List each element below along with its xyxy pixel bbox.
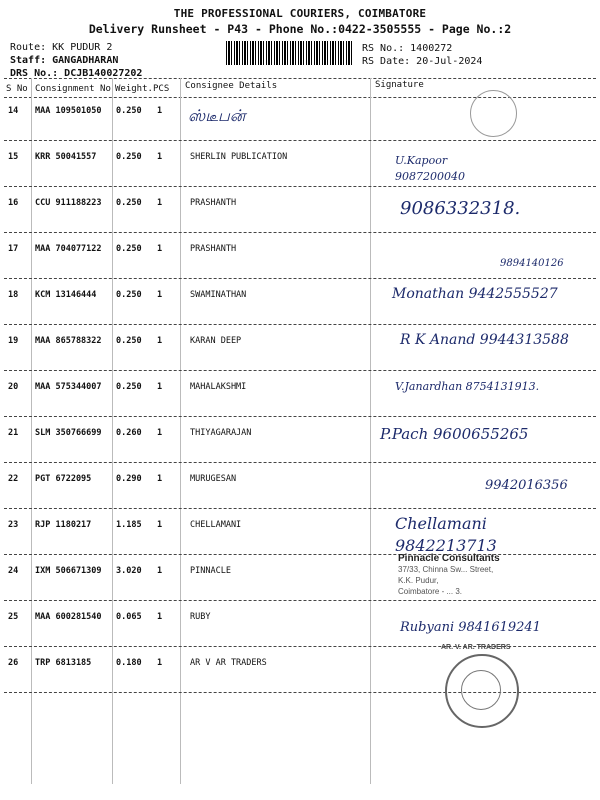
table-row	[0, 145, 600, 190]
col-header-details: Consignee Details	[185, 81, 278, 91]
consignee-details: MAHALAKSHMI	[190, 382, 247, 392]
stamp-text: AR. V. AR. TRADERS	[441, 644, 511, 651]
consignee-details: CHELLAMANI	[190, 520, 242, 530]
serial-number: 20	[8, 382, 19, 392]
serial-number: 15	[8, 152, 19, 162]
pinnacle-stamp	[398, 553, 518, 597]
serial-number: 22	[8, 474, 19, 484]
weight: 0.290	[116, 474, 142, 484]
pieces: 1	[157, 612, 163, 622]
serial-number: 26	[8, 658, 19, 668]
col-header-signature: Signature	[375, 80, 424, 90]
consignee-details: RUBY	[190, 612, 211, 622]
pieces: 1	[157, 244, 163, 254]
row-divider	[4, 600, 596, 601]
stamp-address: K.K. Pudur,	[398, 576, 439, 585]
faint-stamp	[470, 90, 517, 137]
row-divider	[4, 508, 596, 509]
pieces: 1	[157, 290, 163, 300]
consignee-details: MURUGESAN	[190, 474, 237, 484]
consignment-number: MAA 704077122	[35, 244, 102, 254]
consignment-number: MAA 600281540	[35, 612, 102, 622]
row-divider	[4, 462, 596, 463]
stamp-name: Pinnacle Consultants	[398, 553, 500, 564]
doc-title: THE PROFESSIONAL COURIERS, COIMBATORE	[173, 7, 427, 20]
consignee-details: SHERLIN PUBLICATION	[190, 152, 288, 162]
signature: R K Anand 9944313588	[400, 332, 569, 348]
pieces: 1	[157, 152, 163, 162]
weight: 0.250	[116, 244, 142, 254]
consignee-details: PRASHANTH	[190, 198, 237, 208]
pieces: 1	[157, 428, 163, 438]
row-divider	[4, 370, 596, 371]
serial-number: 19	[8, 336, 19, 346]
serial-number: 16	[8, 198, 19, 208]
consignee-details: SWAMINATHAN	[190, 290, 247, 300]
signature: 9086332318.	[400, 198, 521, 219]
signature: Monathan 9442555527	[392, 286, 558, 302]
row-divider	[4, 416, 596, 417]
handwritten-name: ஸ்டீபன்	[188, 106, 246, 125]
col-header-consignment: Consignment No	[35, 84, 111, 94]
consignment-number: MAA 575344007	[35, 382, 102, 392]
consignee-details: THIYAGARAJAN	[190, 428, 252, 438]
pieces: 1	[157, 658, 163, 668]
consignment-number: KRR 50041557	[35, 152, 97, 162]
weight: 1.185	[116, 520, 142, 530]
pieces: 1	[157, 566, 163, 576]
ar-traders-stamp	[441, 644, 519, 728]
signature: V.Janardhan 8754131913.	[395, 380, 540, 393]
serial-number: 18	[8, 290, 19, 300]
consignee-details: AR V AR TRADERS	[190, 658, 267, 668]
row-divider	[4, 232, 596, 233]
table-top-border	[4, 78, 596, 79]
weight: 0.250	[116, 336, 142, 346]
row-divider	[4, 186, 596, 187]
serial-number: 17	[8, 244, 19, 254]
consignment-number: IXM 506671309	[35, 566, 102, 576]
col-header-pcs: PCS	[153, 84, 170, 94]
pieces: 1	[157, 336, 163, 346]
row-divider	[4, 324, 596, 325]
weight: 0.065	[116, 612, 142, 622]
stamp-address: 37/33, Chinna Sw... Street,	[398, 565, 494, 574]
consignee-details: PINNACLE	[190, 566, 231, 576]
serial-number: 21	[8, 428, 19, 438]
signature: Rubyani 9841619241	[400, 620, 541, 635]
rs-date: RS Date: 20-Jul-2024	[362, 56, 483, 67]
consignment-number: PGT 6722095	[35, 474, 92, 484]
consignment-number: KCM 13146444	[35, 290, 97, 300]
pieces: 1	[157, 474, 163, 484]
serial-number: 14	[8, 106, 19, 116]
serial-number: 25	[8, 612, 19, 622]
signature: P.Pach 9600655265	[380, 425, 529, 443]
row-divider	[4, 140, 596, 141]
weight: 3.020	[116, 566, 142, 576]
signature: Chellamani 9842213713	[395, 514, 497, 555]
pieces: 1	[157, 520, 163, 530]
col-header-sno: S No	[6, 84, 28, 94]
signature: U.Kapoor 9087200040	[395, 154, 465, 183]
signature: 9942016356	[485, 478, 568, 493]
weight: 0.250	[116, 152, 142, 162]
row-divider	[4, 278, 596, 279]
weight: 0.180	[116, 658, 142, 668]
consignment-number: TRP 6813185	[35, 658, 92, 668]
pieces: 1	[157, 198, 163, 208]
serial-number: 24	[8, 566, 19, 576]
serial-number: 23	[8, 520, 19, 530]
staff: Staff: GANGADHARAN	[10, 55, 119, 66]
route: Route: KK PUDUR 2	[10, 42, 113, 53]
consignment-number: MAA 865788322	[35, 336, 102, 346]
doc-subtitle: Delivery Runsheet - P43 - Phone No.:0422-3505555 - Page No.:2	[88, 22, 512, 36]
drs-number: DRS No.: DCJB140027202	[10, 68, 143, 79]
consignee-details: KARAN DEEP	[190, 336, 242, 346]
weight: 0.250	[116, 106, 142, 116]
rs-number: RS No.: 1400272	[362, 43, 453, 54]
signature: 9894140126	[500, 258, 564, 269]
pieces: 1	[157, 382, 163, 392]
weight: 0.260	[116, 428, 142, 438]
weight: 0.250	[116, 290, 142, 300]
consignment-number: SLM 350766699	[35, 428, 102, 438]
weight: 0.250	[116, 382, 142, 392]
weight: 0.250	[116, 198, 142, 208]
pieces: 1	[157, 106, 163, 116]
consignment-number: MAA 109501050	[35, 106, 102, 116]
barcode	[226, 41, 354, 65]
consignment-number: RJP 1180217	[35, 520, 92, 530]
consignee-details: PRASHANTH	[190, 244, 237, 254]
stamp-address: Coimbatore - ... 3.	[398, 587, 463, 596]
consignment-number: CCU 911188223	[35, 198, 102, 208]
col-header-weight: Weight.	[115, 84, 153, 94]
